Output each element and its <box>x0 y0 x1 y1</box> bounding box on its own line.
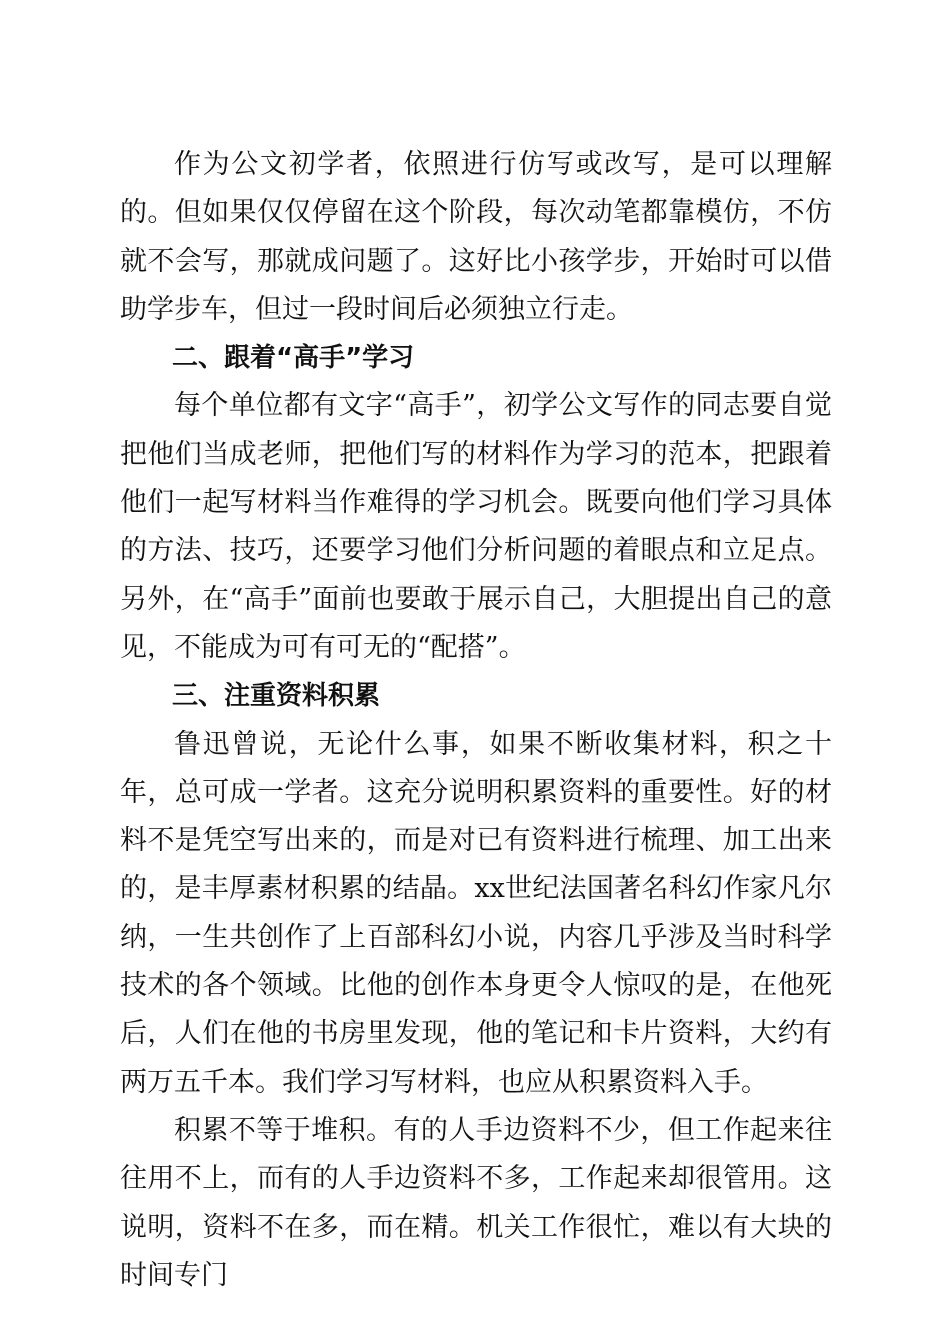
paragraph-material-accumulation: 鲁迅曾说，无论什么事，如果不断收集材料，积之十年，总可成一学者。这充分说明积累资料的重要性。好的材料不是凭空写出来的，而是对已有资料进行梳理、加工出来的，是丰厚素材积累的结晶。xx世纪法国著名科幻作家凡尔纳，一生共创作了上百部科幻小说，内容几乎涉及当时科学技术的各个领域。比他的创作本身更令人惊叹的是，在他死后，人们在他的书房里发现，他的笔记和卡片资料，大约有两万五千本。我们学习写材料，也应从积累资料入手。 <box>120 728 832 1098</box>
document-page <box>120 141 832 1300</box>
section-heading-learn-from-experts: 二、跟着“高手”学习 <box>172 343 415 374</box>
paragraph-imitation: 作为公文初学者，依照进行仿写或改写，是可以理解的。但如果仅仅停留在这个阶段，每次动笔都靠模仿，不仿就不会写，那就成问题了。这好比小孩学步，开始时可以借助学步车，但过一段时间后必须独立行走。 <box>120 149 832 325</box>
paragraph-accumulation-vs-piling: 积累不等于堆积。有的人手边资料不少，但工作起来往往用不上，而有的人手边资料不多，工作起来却很管用。这说明，资料不在多，而在精。机关工作很忙，难以有大块的时间专门 <box>120 1114 832 1291</box>
paragraph-learn-from-experts: 每个单位都有文字“高手”，初学公文写作的同志要自觉把他们当成老师，把他们写的材料作为学习的范本，把跟着他们一起写材料当作难得的学习机会。既要向他们学习具体的方法、技巧，还要学习他们分析问题的着眼点和立足点。另外，在“高手”面前也要敢于展示自己，大胆提出自己的意见，不能成为可有可无的“配搭”。 <box>120 390 832 663</box>
section-heading-material-accumulation: 三、注重资料积累 <box>172 681 381 712</box>
